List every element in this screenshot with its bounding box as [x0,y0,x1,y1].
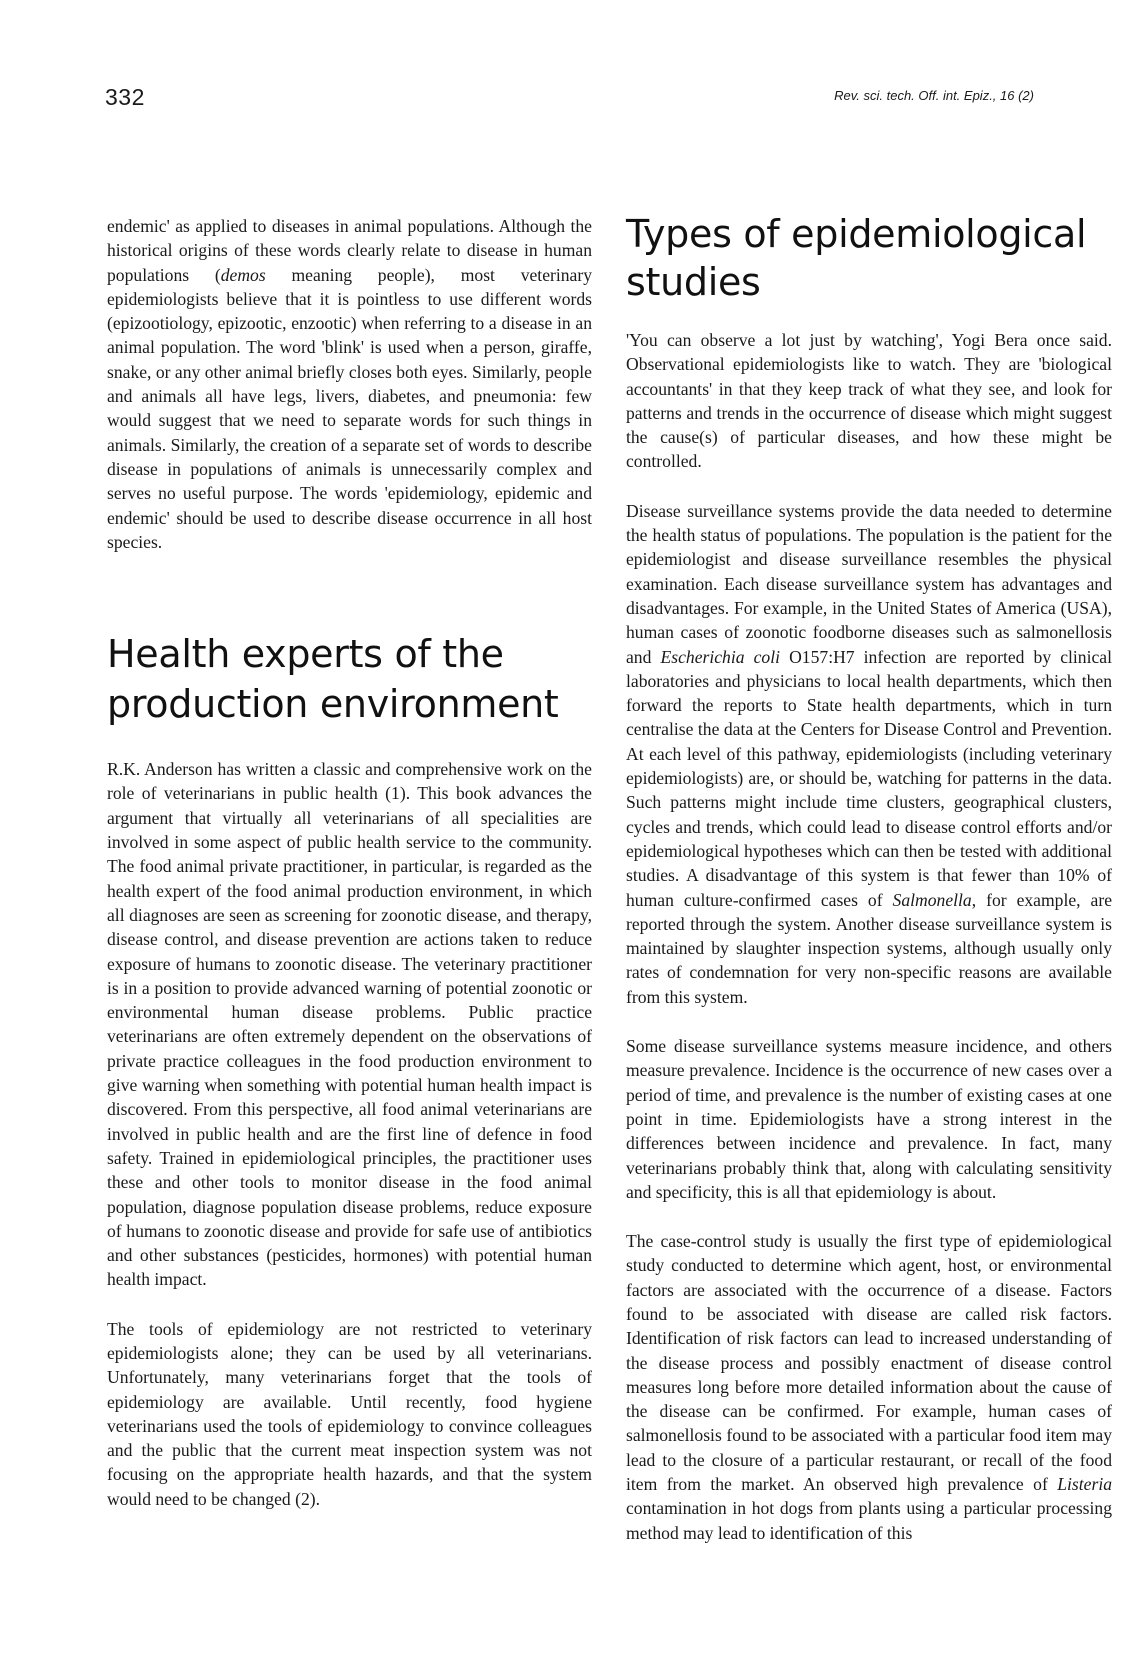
paragraph: 'You can observe a lot just by watching', Yogi Bera once said. Observational epidemiologists like to watch. They are 'biological accountants' in that they keep track of what they see, and look for patterns and trends in the occurrence of disease which might suggest the cause(s) of particular diseases, and how these might be controlled. [626,330,1112,472]
paragraph: Disease surveillance systems provide the data needed to determine the health status of populations. The population is the patient for the epidemiologist and disease surveillance resembles the physical examination. Each disease surveillance system has advantages and disadvantages. For example, in the United States of America (USA), human cases of zoonotic foodborne diseases such as salmonellosis and Escherichia coli O157:H7 infection are reported by clinical laboratories and physicians to local health departments, which then forward the reports to State health departments, which in turn centralise the data at the Centers for Disease Control and Prevention. At each level of this pathway, epidemiologists (including veterinary epidemiologists) are, or should be, watching for patterns in the data. Such patterns might include time clusters, geographical clusters, cycles and trends, which could lead to disease control efforts and/or epidemiological hypotheses which can then be tested with additional studies. A disadvantage of this system is that fewer than 10% of human culture-confirmed cases of Salmonella, for example, are reported through the system. Another disease surveillance system is maintained by slaughter inspection systems, although usually only rates of condemnation for very non-specific reasons are available from this system. [626,500,1113,1007]
paragraph: endemic' as applied to diseases in animal populations. Although the historical origins of these words clearly relate to disease in human populations (demos meaning people), most veterinary epidemiologists believe that it is pointless to use different words (epizootiology, epizootic, enzootic) when referring to a disease in an animal population. The word 'blink' is used when a person, giraffe, snake, or any other animal briefly closes both eyes. Similarly, people and animals all have legs, livers, diabetes, and pneumonia: few would suggest that we need to separate words for such things in animals. Similarly, the creation of a separate set of words to describe disease in populations of animals is unnecessarily complex and serves no useful purpose. The words 'epidemiology, epidemic and endemic' should be used to describe disease occurrence in all host species. [107,216,593,552]
paragraph: R.K. Anderson has written a classic and comprehensive work on the role of veterinarians in public health (1). This book advances the argument that virtually all veterinarians of all specialities are involved in some aspect of public health service to the community. The food animal private practitioner, in particular, is regarded as the health expert of the food animal production environment, in which all diagnoses are seen as screening for zoonotic disease, and therapy, disease control, and disease prevention are actions taken to reduce exposure of humans to zoonotic disease. The veterinary practitioner is in a position to provide advanced warning of potential zoonotic or environmental human disease problems. Public practice veterinarians are often extremely dependent on the observations of private practice colleagues in the food production environment to give warning when something with potential human health impact is discovered. From this perspective, all food animal veterinarians are involved in public health and are the first line of defence in food safety. Trained in epidemiological principles, the practitioner uses these and other tools to monitor disease in the food animal population, diagnose population disease problems, reduce exposure of humans to zoonotic disease and provide for safe use of antibiotics and other substances (pesticides, hormones) with potential human health impact. [107,759,592,1290]
page-number: 332 [105,84,145,110]
left-column [107,214,592,1511]
paragraph: Some disease surveillance systems measure incidence, and others measure prevalence. Incidence is the occurrence of new cases over a period of time, and prevalence is the number of existing cases at one point in time. Epidemiologists have a strong interest in the differences between incidence and prevalence. In fact, many veterinarians probably think that, along with calculating sensitivity and specificity, this is all that epidemiology is about. [626,1036,1112,1202]
paragraph: The case-control study is usually the first type of epidemiological study conducted to determine which agent, host, or environmental factors are associated with the occurrence of a disease. Factors found to be associated with disease are called risk factors. Identification of risk factors can lead to increased understanding of the disease process and possibly enactment of disease control measures long before more detailed information about the cause of the disease can be confirmed. For example, human cases of salmonellosis found to be associated with a particular food item may lead to the closure of a particular restaurant, or recall of the food item from the market. An observed high prevalence of Listeria contamination in hot dogs from plants using a particular processing method may lead to identification of this [626,1231,1112,1543]
running-header: Rev. sci. tech. Off. int. Epiz., 16 (2) [834,88,1034,103]
paragraph: The tools of epidemiology are not restricted to veterinary epidemiologists alone; they can be used by all veterinarians. Unfortunately, many veterinarians forget that the tools of epidemiology are available. Until recently, food hygiene veterinarians used the tools of epidemiology to convince colleagues and the public that the current meat inspection system was not focusing on the appropriate health hazards, and that the system would need to be changed (2). [107,1318,592,1509]
right-column [626,210,1112,1545]
section-heading-types-of-studies: Types of epidemiological studies [626,212,1087,304]
section-heading-health-experts: Health experts of the production environment [107,632,559,727]
